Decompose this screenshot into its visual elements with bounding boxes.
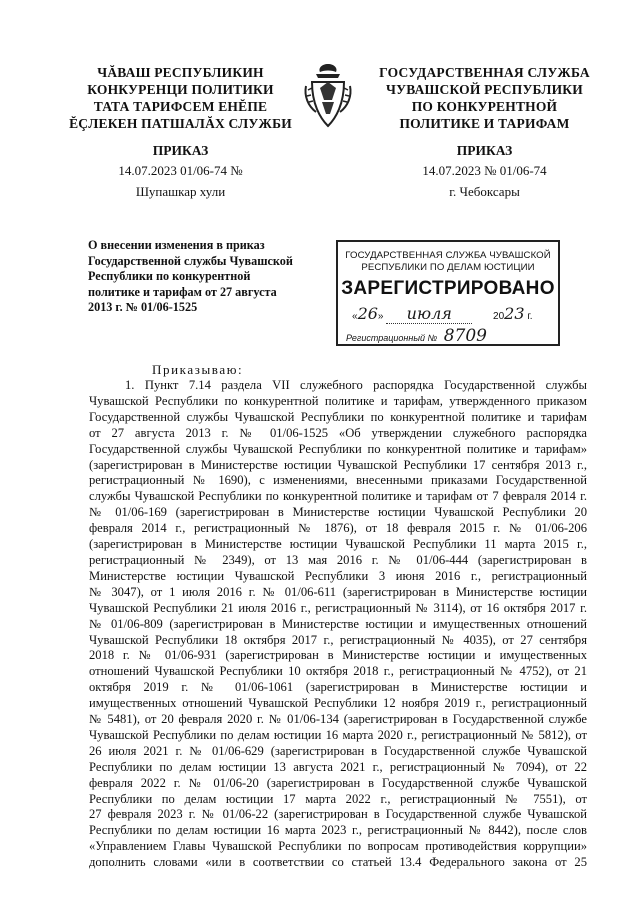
stamp-reg-label: Регистрационный № (346, 333, 438, 343)
subject-line: 2013 г. № 01/06-1525 (88, 300, 198, 314)
body-line: февраля 2022 г. № 01/06-20 (зарегистрирован в Государственной службе Чувашской (89, 775, 587, 790)
body-line: Республики по делам юстиции 13 августа 2021 г., регистрационный № 7094), от 22 (89, 759, 587, 774)
body-line: Чувашской Республики по конкурентной политике и тарифам, утвержденного приказом (89, 393, 587, 408)
body-line: 2018 г. № 01/06-931 (зарегистрирован в Министерстве юстиции и имущественных (89, 648, 587, 663)
body-line: (зарегистрирован в Министерстве юстиции Чувашской Республики 17 сентября 2013 г., (89, 457, 587, 472)
order-subject (88, 238, 310, 316)
stamp-year-suffix: 23 (504, 304, 525, 323)
stamp-reg-number: 8709 (443, 326, 487, 346)
stamp-registration (346, 326, 556, 346)
body-line: дополнить словами «или в соответствии со статьей 13.4 Федерального закона от 25 (89, 855, 587, 870)
header-left-line: ЧĂВАШ РЕСПУБЛИКИН (97, 65, 264, 80)
stamp-day: 26 (357, 304, 378, 323)
body-line: Республики по делам юстиции 16 марта 2023 г., регистрационный № 8442), после слов (89, 823, 587, 838)
body-line: № 01/06-169 (зарегистрирован в Министерстве юстиции Чувашской Республики 20 (89, 505, 587, 520)
header-left-line: ТАТА ТАРИФСЕМ ЕНĔПЕ (93, 99, 268, 114)
body-line: службы Чувашской Республики по конкурентной политике и тарифам от 7 февраля 2014 г. (89, 489, 587, 504)
header-right-line: ГОСУДАРСТВЕННАЯ СЛУЖБА (379, 65, 590, 80)
stamp-line-1: ГОСУДАРСТВЕННАЯ СЛУЖБА ЧУВАШСКОЙ (345, 250, 551, 261)
order-title-right: ПРИКАЗ (456, 143, 513, 158)
body-line: от 27 августа 2013 г. № 01/06-1525 «Об утверждении служебного распорядка (89, 425, 587, 440)
body-line: февраля 2014 г., регистрационный № 1876), от 18 февраля 2015 г. № 01/06-206 (89, 521, 587, 536)
stamp-year-prefix: 20 (493, 311, 505, 322)
subject-line: О внесении изменения в приказ (88, 238, 265, 252)
header-right-line: ПОЛИТИКЕ И ТАРИФАМ (399, 116, 570, 131)
city-left: Шупашкар хули (135, 184, 226, 199)
body-line: отношений Чувашской Республики 10 октября 2018 г., регистрационный № 4752), от 21 (89, 664, 587, 679)
body-line: Государственной службы Чувашской Республики по конкурентной политике и тарифам (89, 409, 587, 424)
body-line: «Управлением Главы Чувашской Республики по вопросам противодействия коррупции» (89, 839, 587, 854)
body-line: 26 июля 2021 г. № 01/06-629 (зарегистрирован в Государственной службе Чувашской (89, 743, 587, 758)
body-line: Министерстве юстиции Чувашской Республики 3 июня 2016 г., регистрационный (89, 568, 587, 583)
stamp-date: «26» июля 2023 г. (352, 304, 533, 323)
body-line: Государственной службы Чувашской Республики по конкурентной политике и тарифам» (89, 441, 587, 456)
registration-stamp (336, 240, 560, 346)
chuvash-emblem-icon (302, 60, 354, 130)
body-line: № 5481), от 20 февраля 2020 г. № 01/06-134 (зарегистрирован в Государственной службе (89, 712, 587, 727)
body-line: Чувашской Республики 18 октября 2017 г., регистрационный № 4035), от 27 сентября (89, 632, 587, 647)
body-line: № 3047), от 1 июля 2016 г. № 01/06-611 (зарегистрирован в Министерстве юстиции (89, 584, 587, 599)
header-russian-name (372, 64, 597, 132)
header-chuvash-name (68, 64, 293, 132)
body-line: регистрационный № 1690), с изменениями, внесенными приказами Государственной (89, 473, 587, 488)
body-line: 1. Пункт 7.14 раздела VII служебного распорядка Государственной службы (125, 378, 587, 392)
stamp-line-2: РЕСПУБЛИКИ ПО ДЕЛАМ ЮСТИЦИИ (361, 262, 535, 273)
header-right-line: ЧУВАШСКОЙ РЕСПУБЛИКИ (386, 82, 583, 97)
stamp-month: июля (386, 304, 472, 324)
order-date-right: 14.07.2023 № 01/06-74 (422, 163, 547, 178)
subject-line: политике и тарифам от 27 августа (88, 284, 277, 299)
city-right: г. Чебоксары (449, 184, 520, 199)
body-line: Чувашской Республики 21 июля 2016 г., регистрационный № 3114), от 16 октября 2017 г. (89, 600, 587, 615)
body-line: регистрационный № 2349), от 13 мая 2016 г. № 01/06-444 (зарегистрирован в (89, 552, 587, 567)
subject-line: Республики по конкурентной (88, 269, 251, 283)
stamp-title: ЗАРЕГИСТРИРОВАНО (341, 278, 555, 299)
body-line: 27 февраля 2023 г. № 01/06-22 (зарегистрирован в Государственной службе Чувашской (89, 807, 587, 822)
body-line: № 01/06-809 (зарегистрирован в Министерстве юстиции и имущественных отношений (89, 616, 587, 631)
body-line: Республики по делам юстиции 17 марта 2022 г., регистрационный № 7551), от (89, 791, 587, 806)
body-line: Чувашской Республики по делам юстиции 16 марта 2020 г., регистрационный № 5812), от (89, 727, 587, 742)
document-body (89, 378, 587, 871)
header-right-line: ПО КОНКУРЕНТНОЙ (411, 99, 558, 114)
body-line: имущественных отношений Чувашской Республики 12 ноября 2019 г., регистрационный (89, 696, 587, 711)
body-line: (зарегистрирован в Министерстве юстиции Чувашской Республики 11 марта 2015 г., (89, 537, 587, 552)
body-line: октября 2019 г. № 01/06-1061 (зарегистрирован в Министерстве юстиции и (89, 680, 587, 695)
intro-text: Приказываю: (152, 362, 244, 377)
header-left-line: ĔÇЛЕКЕН ПАТШАЛĂХ СЛУЖБИ (69, 116, 292, 131)
stamp-year-unit: г. (527, 311, 533, 322)
subject-line: Государственной службы Чувашской (88, 253, 293, 268)
order-title-left: ПРИКАЗ (152, 143, 209, 158)
order-date-left: 14.07.2023 01/06-74 № (118, 163, 243, 178)
header-left-line: КОНКУРЕНЦИ ПОЛИТИКИ (87, 82, 274, 97)
